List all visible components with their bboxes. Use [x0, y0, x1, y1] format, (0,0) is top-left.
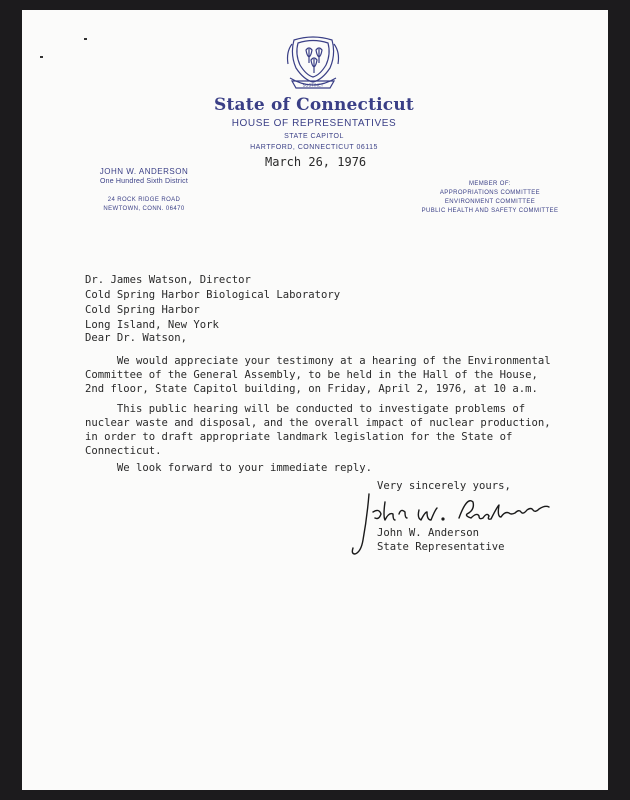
state-seal-icon	[280, 34, 346, 94]
city-line: HARTFORD, CONNECTICUT 06115	[250, 144, 378, 151]
addressee-line: Long Island, New York	[85, 319, 219, 331]
seal-motto: SUSTINET	[302, 82, 324, 88]
state-title: State of Connecticut	[214, 95, 414, 115]
sender-name: JOHN W. ANDERSON	[99, 167, 189, 176]
committee-block	[410, 180, 570, 216]
addressee-block	[85, 273, 340, 333]
signer-name: John W. Anderson	[377, 527, 480, 539]
sender-address-line2: NEWTOWN, CONN. 06470	[103, 206, 185, 212]
body-paragraph: We would appreciate your testimony at a hearing of the Environmental Committee of the General Assembly, to be held in the Hall of the House, 2nd floor, State Capitol building, on Friday, April 2, 1976, at 10 a.m.	[85, 355, 551, 395]
capitol-line: STATE CAPITOL	[284, 133, 344, 140]
salutation: Dear Dr. Watson,	[85, 332, 188, 344]
closing: Very sincerely yours,	[377, 480, 511, 492]
body-paragraph: This public hearing will be conducted to investigate problems of nuclear waste and disposal, and the overall impact of nuclear production, in order to draft appropriate landmark legislation for the State of Connecticut.	[85, 403, 551, 457]
addressee-line: Cold Spring Harbor Biological Laboratory	[85, 289, 341, 301]
paper-speck	[84, 38, 87, 40]
committee-item: ENVIRONMENT COMMITTEE	[444, 199, 536, 205]
letter-page	[22, 10, 608, 790]
sender-district: One Hundred Sixth District	[99, 178, 189, 185]
paper-speck	[40, 56, 43, 58]
addressee-line: Dr. James Watson, Director	[85, 274, 251, 286]
letter-date: March 26, 1976	[265, 155, 367, 169]
sender-block	[74, 167, 214, 212]
house-title: HOUSE OF REPRESENTATIVES	[231, 118, 397, 129]
committee-item: APPROPRIATIONS COMMITTEE	[439, 190, 541, 196]
committee-header: MEMBER OF:	[468, 181, 511, 187]
body-paragraph: We look forward to your immediate reply.	[85, 462, 373, 474]
signer-title: State Representative	[377, 541, 505, 553]
committee-item: PUBLIC HEALTH AND SAFETY COMMITTEE	[421, 208, 559, 214]
sender-address-line1: 24 ROCK RIDGE ROAD	[107, 197, 181, 203]
addressee-line: Cold Spring Harbor	[85, 304, 200, 316]
